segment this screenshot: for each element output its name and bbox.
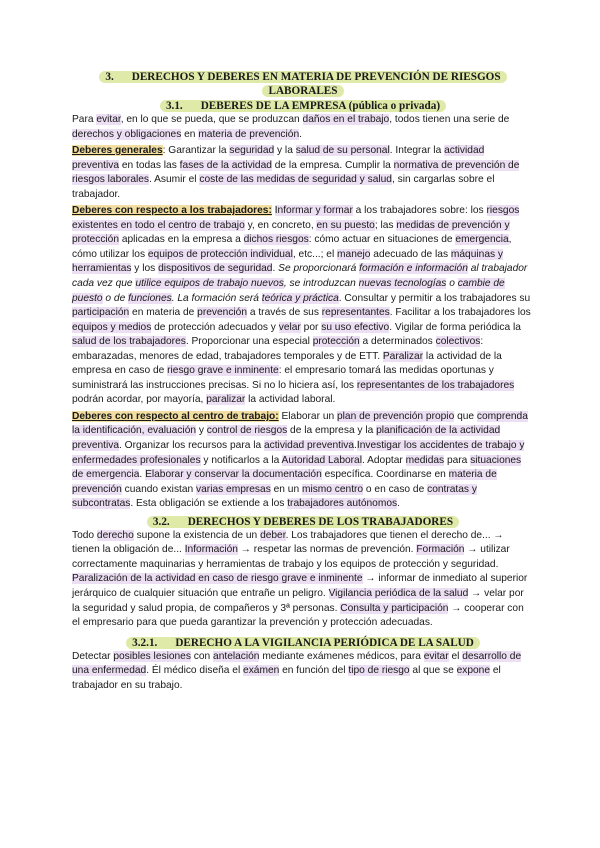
body-text: , se introduzcan xyxy=(283,278,359,290)
section-3-1-heading-highlight xyxy=(160,100,446,112)
body-text: . Consultar y permitir a los trabajadores su xyxy=(338,292,531,304)
body-text: supone la existencia de un xyxy=(133,529,261,541)
highlighted-text: evitar xyxy=(423,650,449,662)
highlighted-text: derecho xyxy=(96,529,134,541)
section-3-title: DERECHOS Y DEBERES EN MATERIA DE PREVENCIÓN DE RIESGOS LABORALES xyxy=(131,71,501,97)
highlighted-text: antelación xyxy=(213,650,260,662)
section-3-2-1-heading xyxy=(72,636,534,650)
deberes-centro-term: Deberes con respecto al centro de trabajo: xyxy=(72,410,279,422)
body-text: : el empresario tomará las medidas oportunas y suministrará las instrucciones precisas. Si no lo hiciera así, los xyxy=(72,365,494,391)
highlighted-text: control de riesgos xyxy=(206,425,288,437)
body-text: aplicadas en la empresa a xyxy=(119,234,244,246)
section-3-2-number: 3.2. xyxy=(152,515,170,528)
section-3-1-intro xyxy=(72,113,534,142)
highlighted-text: coste de las medidas de seguridad y salud xyxy=(199,174,392,186)
section-3-1-heading xyxy=(72,99,534,113)
highlighted-text: actividad preventiva xyxy=(72,145,485,171)
body-text: que xyxy=(454,410,477,422)
section-3-2-1-title: DERECHO A LA VIGILANCIA PERIÓDICA DE LA SALUD xyxy=(175,636,474,649)
body-text: mediante exámenes médicos, para xyxy=(259,650,424,662)
section-3-2-1-number: 3.2.1. xyxy=(132,636,158,649)
body-text: y los xyxy=(131,263,159,275)
body-text: y xyxy=(196,425,207,437)
highlighted-text: Información xyxy=(184,544,238,556)
body-text: . Los trabajadores que tienen el derecho de... → tienen la obligación de... xyxy=(72,529,504,556)
body-text: . xyxy=(272,263,279,275)
deberes-generales-paragraph xyxy=(72,144,534,202)
body-text: adecuado de las xyxy=(370,248,451,260)
body-text: ; las xyxy=(374,219,397,231)
highlighted-text: actividad preventiva xyxy=(263,440,355,452)
section-3-2-title: DERECHOS Y DEBERES DE LOS TRABAJADORES xyxy=(187,515,454,528)
body-text: por xyxy=(300,321,322,333)
body-text: . xyxy=(299,128,302,140)
highlighted-text: trabajadores autónomos xyxy=(287,498,398,510)
highlighted-text: materia de prevención xyxy=(198,128,300,140)
body-text: podrán acordar, por mayoría, xyxy=(72,394,207,406)
highlighted-text: participación xyxy=(72,307,130,319)
section-3-heading xyxy=(84,70,522,98)
body-text: . Asumir el xyxy=(149,174,200,186)
body-text: de la empresa. Cumplir la xyxy=(271,159,394,171)
body-text: . La formación será xyxy=(171,292,262,304)
highlighted-text: representantes de los trabajadores xyxy=(356,379,515,391)
body-text: a través de sus xyxy=(247,307,322,319)
highlighted-text: seguridad xyxy=(229,145,275,157)
body-text: . Esta obligación se extiende a los xyxy=(130,498,288,510)
body-text: al trabajador cada vez que xyxy=(72,263,528,290)
highlighted-text: contratas y subcontratas xyxy=(72,483,477,510)
highlighted-text: equipos de protección individual xyxy=(147,248,293,260)
highlighted-text: varias empresas xyxy=(196,483,271,495)
body-text: Detectar xyxy=(72,650,114,662)
body-text: y la xyxy=(274,145,296,157)
body-text: Se proporcionará xyxy=(278,263,360,275)
highlighted-text: dichos riesgos xyxy=(243,234,309,246)
body-text: Todo xyxy=(72,529,97,541)
body-text: de la empresa y la xyxy=(287,425,377,437)
section-3-2-1-heading-highlight xyxy=(126,637,480,649)
body-text: cuando existan xyxy=(121,483,197,495)
highlighted-text: cambie de puesto xyxy=(72,278,505,304)
body-text: . xyxy=(354,440,357,452)
highlighted-text: dispositivos de seguridad xyxy=(158,263,273,275)
highlighted-text: Paralización de la actividad en caso de riesgo grave e inminente xyxy=(72,573,363,585)
highlighted-text: riesgos existentes en todo el centro de trabajo xyxy=(72,205,520,231)
body-text: : embarazadas, menores de edad, trabajadores temporales y de ETT. xyxy=(72,336,484,362)
highlighted-text: daños en el trabajo xyxy=(302,114,390,125)
highlighted-text: nuevas tecnologías xyxy=(358,278,447,290)
body-text: . Adoptar xyxy=(361,454,406,466)
body-text: → velar por la seguridad y salud propia, de compañeros y 3ª personas. xyxy=(72,587,524,614)
highlighted-text: colectivos xyxy=(435,336,481,348)
highlighted-text: paralizar xyxy=(206,394,246,406)
highlighted-text: normativa de prevención de riesgos laborales xyxy=(72,159,520,186)
body-text: . Vigilar de forma periódica la xyxy=(389,321,521,333)
highlighted-text: medidas de prevención y protección xyxy=(72,219,510,246)
body-text: . Organizar los recursos para la xyxy=(119,440,264,452)
highlighted-text: evitar xyxy=(96,114,121,125)
body-text: : cómo actuar en situaciones de xyxy=(308,234,456,246)
section-3-2-heading-highlight xyxy=(147,516,459,528)
body-text: la actividad laboral. xyxy=(245,394,336,406)
body-text: → utilizar correctamente maquinarias y herramientas de trabajo y los equipos de protección y seguridad. xyxy=(72,544,510,570)
body-text: . Facilitar a los trabajadores los xyxy=(389,307,531,319)
highlighted-text: exámen xyxy=(243,665,280,677)
body-text: o en caso de xyxy=(363,483,428,495)
body-text: . xyxy=(397,498,400,510)
highlighted-text: Vigilancia periódica de la salud xyxy=(328,587,469,599)
body-text: a los trabajadores sobre: los xyxy=(352,205,487,217)
highlighted-text: Autoridad Laboral xyxy=(281,454,362,466)
body-text: : Garantizar la xyxy=(162,145,230,157)
body-text: la actividad de la empresa en caso de xyxy=(72,350,502,377)
body-text: , cómo utilizar los xyxy=(72,234,512,260)
highlighted-text: comprenda la identificación, evaluación xyxy=(72,410,528,437)
highlighted-text: manejo xyxy=(337,248,371,260)
body-text: el trabajador en su trabajo. xyxy=(72,665,501,691)
highlighted-text: protección xyxy=(312,336,360,348)
highlighted-text: medidas xyxy=(405,454,445,466)
deberes-trabajadores-paragraph xyxy=(72,204,534,408)
body-text: Para xyxy=(72,114,97,125)
body-text: , en lo que se pueda, que se produzcan xyxy=(120,114,303,125)
section-3-2-1-paragraph xyxy=(72,650,534,694)
body-text: para xyxy=(444,454,471,466)
highlighted-text: expone xyxy=(456,665,491,677)
highlighted-text: mismo centro xyxy=(301,483,364,495)
highlighted-text: plan de prevención propio xyxy=(337,410,455,422)
highlighted-text: teórica y práctica xyxy=(261,292,339,304)
highlighted-text: Elaborar y conservar la documentación xyxy=(145,469,322,481)
highlighted-text: planificación de la actividad preventiva xyxy=(72,425,501,452)
body-text: , sin cargarlas sobre el trabajador. xyxy=(72,174,495,200)
highlighted-text: posibles lesiones xyxy=(113,650,191,662)
section-3-heading-highlight xyxy=(99,71,506,97)
body-text: . Integrar la xyxy=(389,145,445,157)
body-text: . Proporcionar una especial xyxy=(185,336,313,348)
highlighted-text: emergencia xyxy=(455,234,509,246)
highlighted-text: en su puesto xyxy=(316,219,375,231)
highlighted-text: fases de la actividad xyxy=(179,159,272,171)
highlighted-text: máquinas y herramientas xyxy=(72,248,504,275)
body-text: en un xyxy=(270,483,302,495)
body-text: al que se xyxy=(409,665,457,677)
highlighted-text: Informar y formar xyxy=(274,205,353,217)
deberes-trabajadores-term: Deberes con respecto a los trabajadores: xyxy=(72,205,272,217)
body-text: en todas las xyxy=(119,159,180,171)
highlighted-text: Paralizar xyxy=(382,350,424,362)
body-text: y, en concreto, xyxy=(244,219,317,231)
body-text: de protección adecuados y xyxy=(151,321,279,333)
highlighted-text: situaciones de emergencia xyxy=(72,454,522,481)
highlighted-text: Consulta y participación xyxy=(340,602,449,614)
highlighted-text: formación e información xyxy=(359,263,468,275)
body-text: a determinados xyxy=(359,336,436,348)
deberes-centro-paragraph xyxy=(72,410,534,512)
body-text: el xyxy=(448,650,463,662)
highlighted-text: desarrollo de una enfermedad xyxy=(72,650,522,677)
highlighted-text: tipo de riesgo xyxy=(348,665,410,677)
highlighted-text: salud de su personal xyxy=(295,145,390,157)
highlighted-text: equipos y medios xyxy=(72,321,152,333)
body-text: . xyxy=(139,469,146,481)
body-text: , etc...; el xyxy=(292,248,338,260)
highlighted-text: prevención xyxy=(197,307,248,319)
highlighted-text: salud de los trabajadores xyxy=(72,336,186,348)
highlighted-text: utilice equipos de trabajo nuevos xyxy=(135,278,284,290)
highlighted-text: funciones xyxy=(128,292,172,304)
highlighted-text: representantes xyxy=(321,307,390,319)
highlighted-text: materia de prevención xyxy=(72,469,497,495)
body-text: o de xyxy=(102,292,129,304)
section-3-number: 3. xyxy=(105,71,114,83)
section-3-2-heading xyxy=(72,515,534,529)
body-text: , todos tienen una serie de xyxy=(389,114,510,125)
highlighted-text: deber xyxy=(260,529,286,541)
section-3-1-number: 3.1. xyxy=(165,100,183,112)
body-text: específica. Coordinarse en xyxy=(321,469,449,481)
highlighted-text: riesgo grave e inminente xyxy=(167,365,279,377)
body-text: . Él médico diseña el xyxy=(146,665,244,677)
body-text: → respetar las normas de prevención. xyxy=(237,544,417,556)
body-text: y notificarlos a la xyxy=(200,454,282,466)
section-3-2-paragraph xyxy=(72,529,534,631)
section-3-1-title: DEBERES DE LA EMPRESA (pública o privada) xyxy=(200,100,441,112)
highlighted-text: Investigar los accidentes de trabajo y enfermedades profesionales xyxy=(72,440,525,466)
highlighted-text: velar xyxy=(278,321,301,333)
highlighted-text: derechos y obligaciones xyxy=(72,128,182,140)
body-text: en función del xyxy=(279,665,349,677)
body-text: → cooperar con el empresario para que pueda garantizar la prevención y protección adecuadas. xyxy=(72,602,524,629)
highlighted-text: Formación xyxy=(416,544,465,556)
body-text: en xyxy=(181,128,199,140)
body-text: Elaborar un xyxy=(278,410,337,422)
highlighted-text: su uso efectivo xyxy=(321,321,390,333)
body-text: con xyxy=(190,650,214,662)
body-text: o xyxy=(446,278,458,290)
deberes-generales-term: Deberes generales xyxy=(72,145,163,157)
body-text: → informar de inmediato al superior jerárquico de cualquier situación que entrañe un peligro. xyxy=(72,573,528,599)
body-text: en materia de xyxy=(129,307,198,319)
